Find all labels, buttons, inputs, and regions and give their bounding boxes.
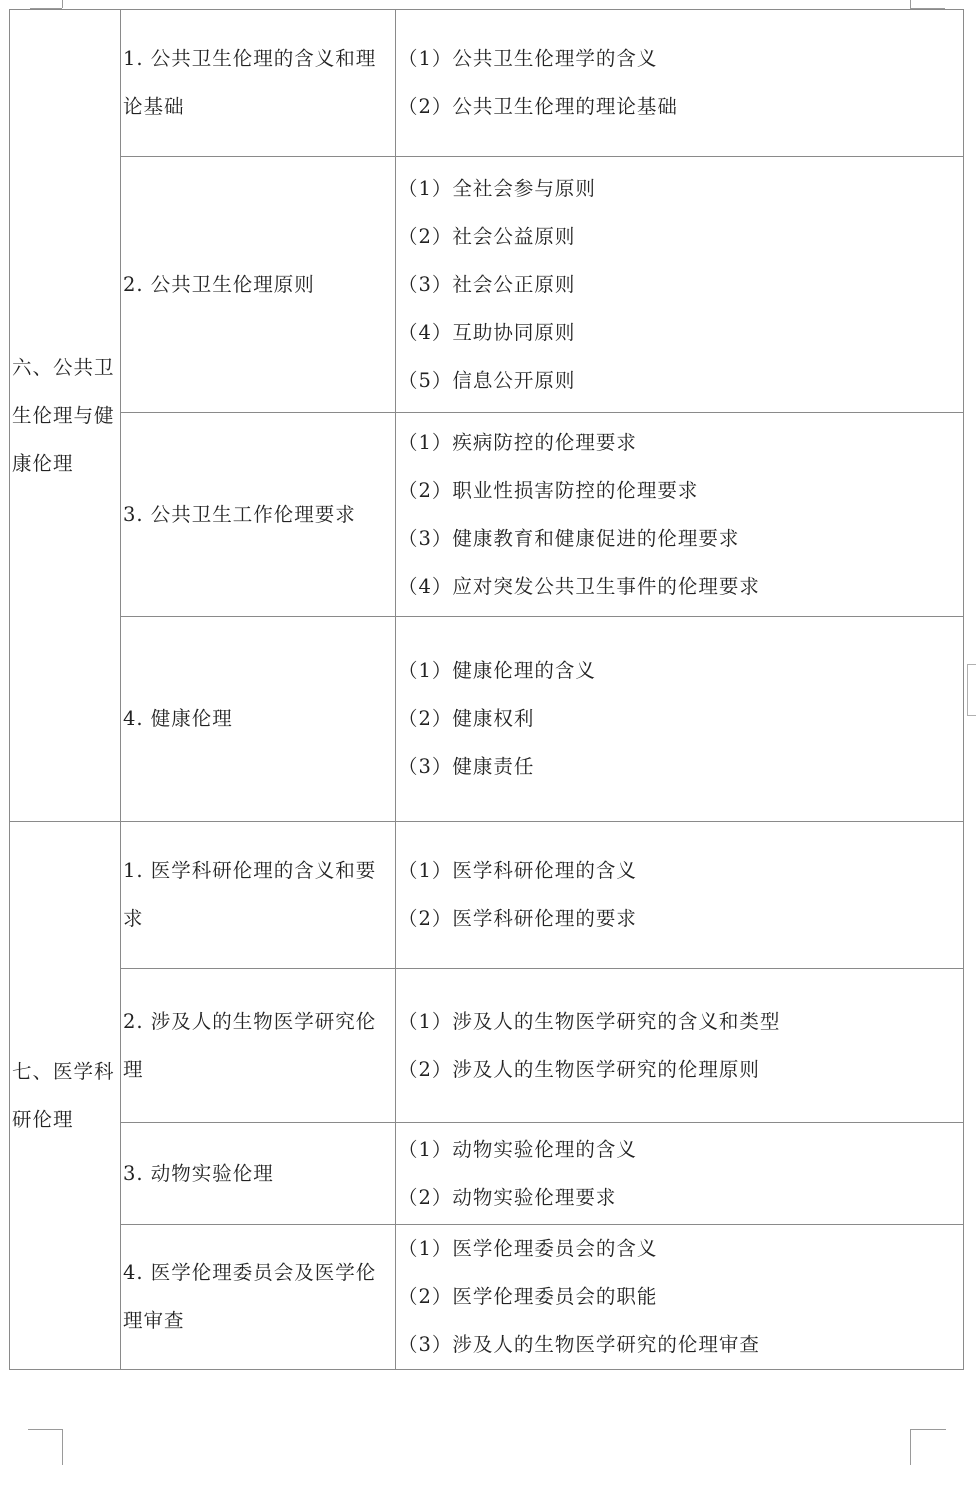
point-item: （1）医学伦理委员会的含义: [398, 1237, 658, 1260]
section-title: 1. 公共卫生伦理的含义和理论基础: [123, 47, 377, 118]
table-row: [10, 1123, 964, 1225]
crop-mark-top-right: [910, 0, 911, 8]
points-cell: [396, 10, 964, 157]
section-cell: [121, 10, 396, 157]
section-title: 3. 公共卫生工作伦理要求: [123, 502, 356, 526]
point-item: （5）信息公开原则: [398, 368, 576, 392]
point-item: （1）全社会参与原则: [398, 176, 596, 200]
section-cell: [121, 1123, 396, 1225]
point-item: （1）动物实验伦理的含义: [398, 1137, 637, 1161]
table-row: [10, 617, 964, 822]
point-item: （1）健康伦理的含义: [398, 659, 596, 682]
point-item: （2）医学科研伦理的要求: [398, 907, 637, 930]
section-cell: [121, 617, 396, 822]
point-item: （3）涉及人的生物医学研究的伦理审查: [398, 1333, 760, 1356]
chapter-title: 六、公共卫生伦理与健康伦理: [12, 355, 115, 475]
point-item: （1）涉及人的生物医学研究的含义和类型: [398, 1009, 781, 1033]
table-row: [10, 157, 964, 413]
crop-mark-bottom-left-h: [28, 1429, 62, 1430]
point-item: （3）社会公正原则: [398, 272, 576, 296]
point-item: （3）健康教育和健康促进的伦理要求: [398, 526, 740, 550]
section-title: 4. 医学伦理委员会及医学伦理审查: [123, 1261, 377, 1332]
chapter-cell: [10, 822, 121, 1370]
chapter-cell: [10, 10, 121, 822]
point-item: （1）公共卫生伦理学的含义: [398, 47, 658, 70]
point-item: （2）职业性损害防控的伦理要求: [398, 478, 699, 502]
crop-mark-top-left: [62, 0, 63, 8]
page-side-tab: [967, 664, 976, 716]
section-cell: [121, 1225, 396, 1370]
table-row: [10, 413, 964, 617]
point-item: （1）医学科研伦理的含义: [398, 859, 637, 882]
point-item: （3）健康责任: [398, 755, 535, 778]
section-cell: [121, 157, 396, 413]
crop-mark-bottom-right: [910, 1429, 911, 1465]
section-title: 3. 动物实验伦理: [123, 1161, 274, 1185]
section-title: 4. 健康伦理: [123, 707, 233, 730]
table-row: [10, 1225, 964, 1370]
point-item: （2）动物实验伦理要求: [398, 1185, 617, 1209]
table-row: [10, 822, 964, 969]
point-item: （2）涉及人的生物医学研究的伦理原则: [398, 1057, 760, 1081]
chapter-title: 七、医学科研伦理: [12, 1059, 115, 1131]
points-cell: [396, 617, 964, 822]
point-item: （2）公共卫生伦理的理论基础: [398, 95, 678, 118]
point-item: （2）社会公益原则: [398, 224, 576, 248]
points-cell: [396, 822, 964, 969]
crop-mark-bottom-right-h: [910, 1429, 946, 1430]
points-cell: [396, 157, 964, 413]
section-title: 1. 医学科研伦理的含义和要求: [123, 859, 377, 930]
section-cell: [121, 969, 396, 1123]
table-row: [10, 969, 964, 1123]
section-title: 2. 涉及人的生物医学研究伦理: [123, 1009, 377, 1081]
points-cell: [396, 969, 964, 1123]
point-item: （2）健康权利: [398, 707, 535, 730]
table-row: [10, 10, 964, 157]
section-cell: [121, 413, 396, 617]
crop-mark-bottom-left: [62, 1429, 63, 1465]
point-item: （2）医学伦理委员会的职能: [398, 1285, 658, 1308]
section-title: 2. 公共卫生伦理原则: [123, 272, 315, 296]
points-cell: [396, 1123, 964, 1225]
points-cell: [396, 413, 964, 617]
syllabus-table: [9, 9, 964, 1370]
point-item: （1）疾病防控的伦理要求: [398, 430, 637, 454]
points-cell: [396, 1225, 964, 1370]
point-item: （4）应对突发公共卫生事件的伦理要求: [398, 574, 760, 598]
point-item: （4）互助协同原则: [398, 320, 576, 344]
section-cell: [121, 822, 396, 969]
